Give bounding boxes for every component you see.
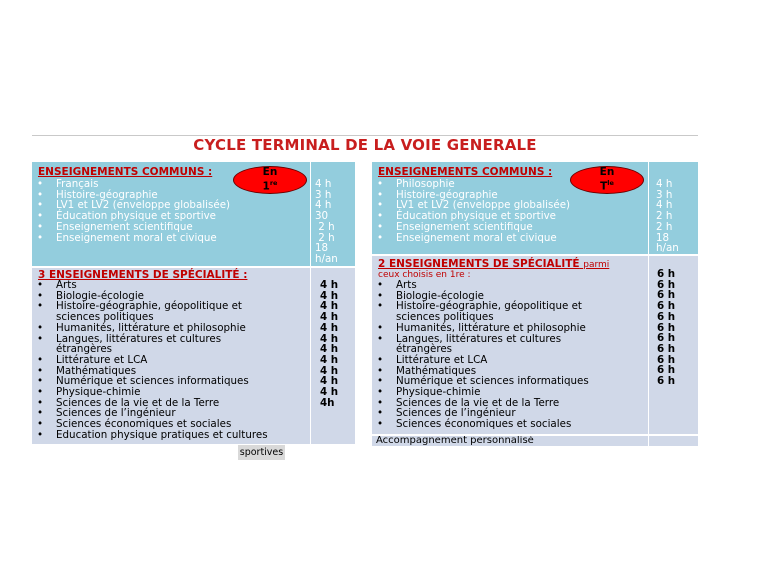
list-item: • LV1 et LV2 (enveloppe globalisée) xyxy=(376,200,570,211)
premiere-communs-hours: 4 h 3 h 4 h 30 2 h 2 h 18 h/an xyxy=(315,178,338,265)
list-item: • Littérature et LCA xyxy=(376,355,589,366)
list-item: • Sciences de la vie et de la Terre xyxy=(376,398,589,409)
list-item: • Enseignement moral et civique xyxy=(376,233,570,244)
list-item: • Sciences économiques et sociales xyxy=(36,419,268,430)
list-item: • Histoire-géographie, géopolitique et xyxy=(376,301,589,312)
list-item: • Enseignement moral et civique xyxy=(36,233,230,244)
list-item: • Physique-chimie xyxy=(376,387,589,398)
list-item-continuation: étrangères xyxy=(396,343,453,356)
page-title: CYCLE TERMINAL DE LA VOIE GENERALE xyxy=(193,136,537,154)
list-item: • Physique-chimie xyxy=(36,387,268,398)
premiere-communs-list xyxy=(36,179,230,243)
premiere-specialites-hours: 4 h 4 h 4 h 4 h 4 h 4 h 4 h 4 h 4 h 4 h 4 h 4h xyxy=(320,279,339,409)
column-divider xyxy=(648,256,649,434)
list-item-continuation: étrangères xyxy=(56,343,113,356)
list-item: • Sciences économiques et sociales xyxy=(376,419,589,430)
accompagnement-box xyxy=(372,436,698,446)
list-item: • Histoire-géographie xyxy=(376,190,570,201)
list-item: • Numérique et sciences informatiques xyxy=(36,376,268,387)
list-item: • Mathématiques xyxy=(36,366,268,377)
list-item: • Numérique et sciences informatiques xyxy=(376,376,589,387)
list-item-continuation: sciences politiques xyxy=(56,311,154,324)
list-item: • Biologie-écologie xyxy=(376,291,589,302)
list-item: • Littérature et LCA xyxy=(36,355,268,366)
list-item: • Langues, littératures et cultures xyxy=(376,334,589,345)
list-item: • Histoire-géographie xyxy=(36,190,230,201)
list-item: • LV1 et LV2 (enveloppe globalisée) xyxy=(36,200,230,211)
column-divider xyxy=(310,162,311,266)
list-item: • Biologie-écologie xyxy=(36,291,268,302)
list-item: • Français xyxy=(36,179,230,190)
terminale-specialites-header: 2 ENSEIGNEMENTS DE SPÉCIALITÉ parmi xyxy=(378,258,610,270)
terminale-communs-header: ENSEIGNEMENTS COMMUNS : xyxy=(378,166,553,178)
list-item: • Arts xyxy=(36,280,268,291)
premiere-specialites-list xyxy=(36,280,268,441)
terminale-communs-box xyxy=(372,162,698,254)
premiere-communs-header: ENSEIGNEMENTS COMMUNS : xyxy=(38,166,213,178)
list-item: • Enseignement scientifique xyxy=(376,222,570,233)
list-item: • Éducation physique et sportive xyxy=(376,211,570,222)
list-item: • Histoire-géographie, géopolitique et xyxy=(36,301,268,312)
accompagnement-label: Accompagnement personnalisé xyxy=(376,436,534,446)
list-item: • Sciences de l’ingénieur xyxy=(36,408,268,419)
column-divider xyxy=(648,436,649,446)
terminale-specialites-box xyxy=(372,256,698,434)
list-item: • Arts xyxy=(376,280,589,291)
list-item: • Enseignement scientifique xyxy=(36,222,230,233)
list-item: • Philosophie xyxy=(376,179,570,190)
terminale-specialites-hours: 6 h 6 h 6 h 6 h 6 h 6 h 6 h 6 h 6 h 6 h 6 h xyxy=(657,268,676,388)
list-item: • Sciences de l’ingénieur xyxy=(376,408,589,419)
list-item: • Education physique pratiques et cultures xyxy=(36,430,268,441)
terminale-communs-hours: 4 h 3 h 4 h 2 h 2 h 18 h/an xyxy=(656,178,679,254)
column-divider xyxy=(648,162,649,254)
list-item: • Éducation physique et sportive xyxy=(36,211,230,222)
column-divider xyxy=(310,268,311,444)
sportives-overflow-text: sportives xyxy=(239,447,284,458)
terminale-specialites-list xyxy=(376,280,589,430)
list-item: • Mathématiques xyxy=(376,366,589,377)
list-item: • Humanités, littérature et philosophie xyxy=(36,323,268,334)
list-item: • Humanités, littérature et philosophie xyxy=(376,323,589,334)
terminale-communs-list xyxy=(376,179,570,243)
premiere-specialites-box xyxy=(32,268,355,444)
premiere-specialites-header: 3 ENSEIGNEMENTS DE SPÉCIALITÉ : xyxy=(38,269,248,281)
premiere-badge: En 1re xyxy=(233,166,307,194)
terminale-badge: En $T^{le}$ xyxy=(570,166,644,194)
list-item-continuation: sciences politiques xyxy=(396,311,494,324)
list-item: • Langues, littératures et cultures xyxy=(36,334,268,345)
list-item: • Sciences de la vie et de la Terre xyxy=(36,398,268,409)
terminale-specialites-subheader: ceux choisis en 1re : xyxy=(378,270,471,280)
